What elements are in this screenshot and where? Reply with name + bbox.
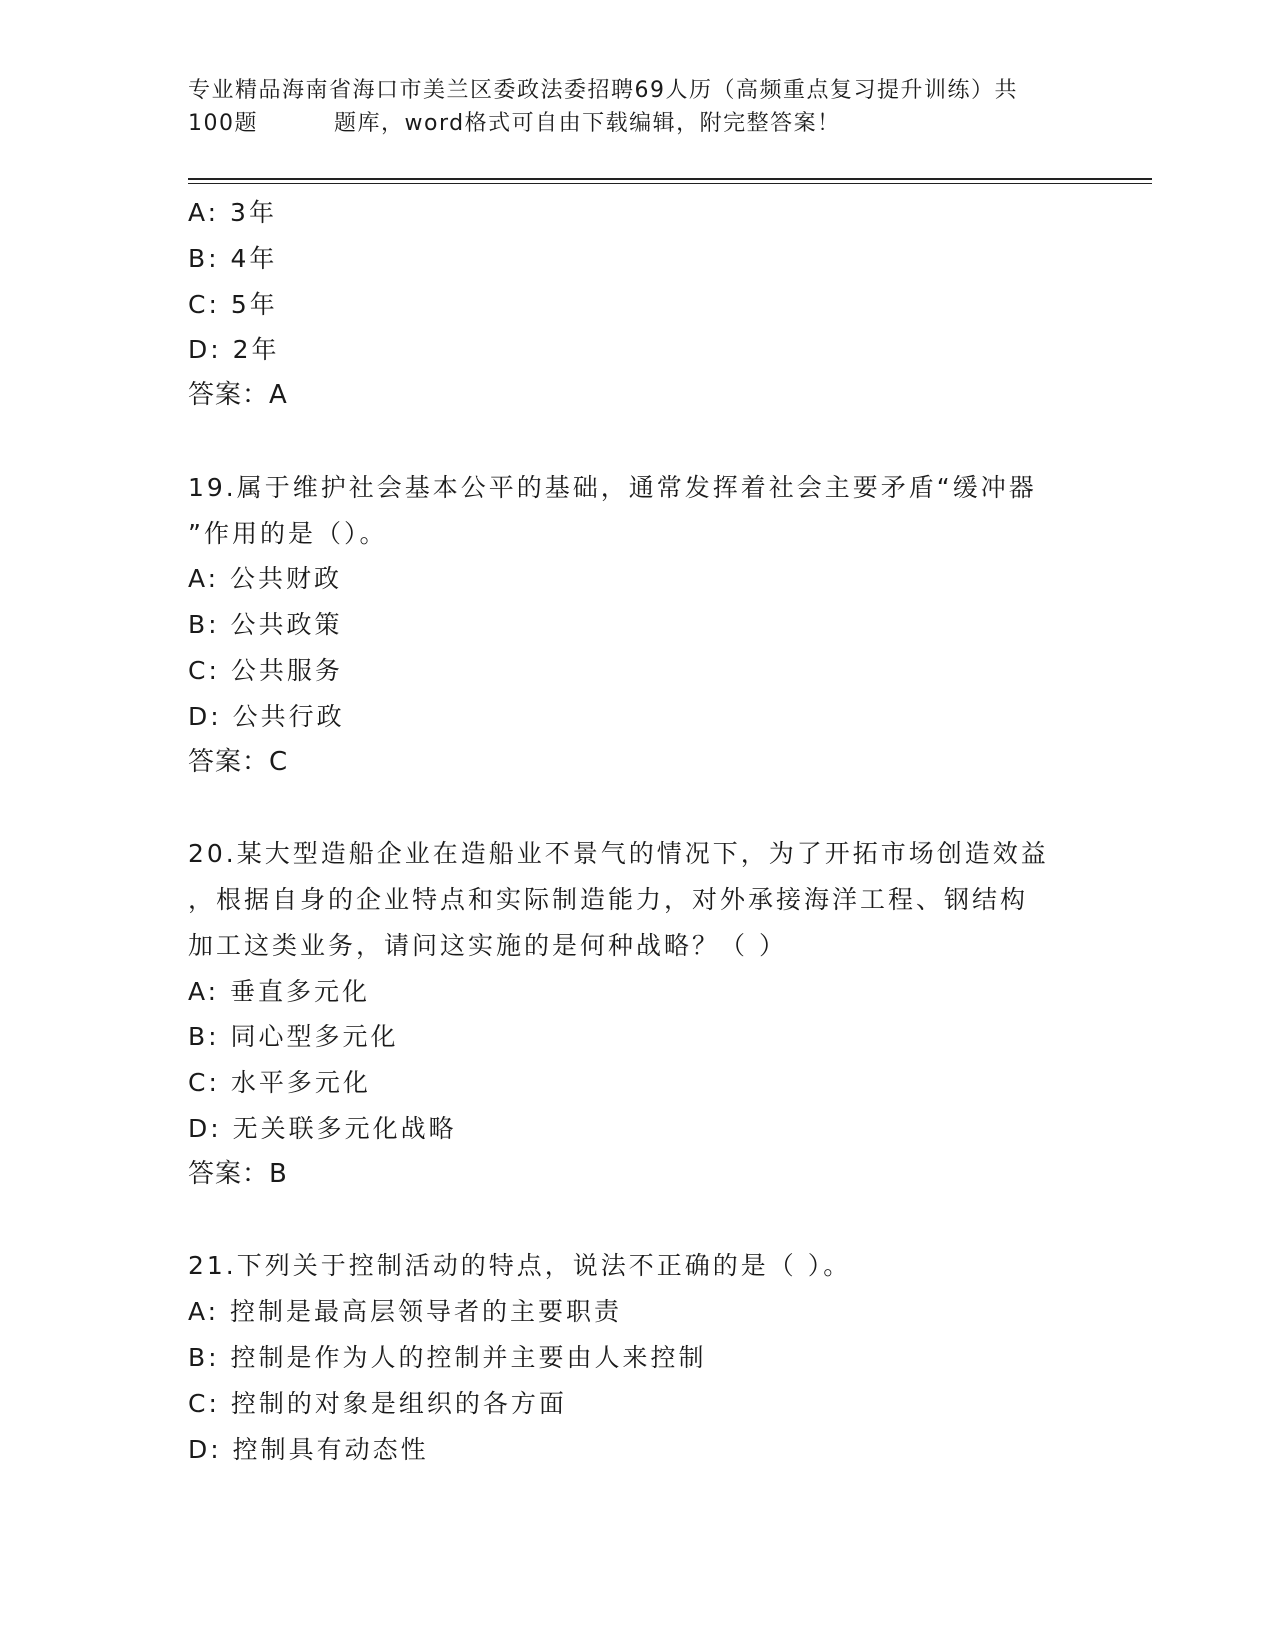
option-c: C: 公共服务: [188, 655, 343, 685]
option-d: D: 无关联多元化战略: [188, 1113, 457, 1143]
question-content: [188, 190, 1088, 1472]
header-title-line2: [188, 107, 1088, 140]
option-c: C: 5年: [188, 289, 278, 319]
answer-text: 答案：A: [188, 380, 288, 411]
question-20: [188, 831, 1088, 1197]
option-c: C: 水平多元化: [188, 1068, 371, 1098]
option-a: A: 垂直多元化: [188, 976, 371, 1006]
header-rule-thick: [188, 178, 1152, 180]
option-b: B: 公共政策: [188, 610, 343, 640]
question-19: [188, 465, 1088, 786]
option-a: A: 3年: [188, 198, 277, 227]
header-description: 题库，word格式可自由下载编辑，附完整答案！: [334, 111, 841, 136]
option-d: D: 控制具有动态性: [188, 1434, 429, 1464]
answer-text: 答案：B: [188, 1158, 288, 1189]
option-b: B: 4年: [188, 243, 278, 273]
question-stem: 20.某大型造船企业在造船业不景气的情况下，为了开拓市场创造效益: [188, 839, 1049, 869]
option-b: B: 控制是作为人的控制并主要由人来控制: [188, 1342, 707, 1372]
option-a: A: 控制是最高层领导者的主要职责: [188, 1297, 623, 1327]
question-stem: 加工这类业务，请问这实施的是何种战略？（ ）: [188, 930, 787, 960]
question-18: [188, 190, 1088, 419]
question-stem: ，根据自身的企业特点和实际制造能力，对外承接海洋工程、钢结构: [188, 884, 1029, 914]
option-d: D: 公共行政: [188, 701, 345, 731]
header-title-line1: 专业精品海南省海口市美兰区委政法委招聘69人历（高频重点复习提升训练）共: [188, 78, 1018, 103]
option-d: D: 2年: [188, 335, 280, 365]
option-b: B: 同心型多元化: [188, 1022, 399, 1052]
option-a: A: 公共财政: [188, 564, 343, 594]
header-rule-thin: [188, 183, 1152, 184]
question-21: [188, 1243, 1088, 1472]
question-stem: 19.属于维护社会基本公平的基础，通常发挥着社会主要矛盾“缓冲器: [188, 472, 1037, 502]
question-stem: 21.下列关于控制活动的特点，说法不正确的是（ ）。: [188, 1251, 852, 1281]
question-stem: ”作用的是（）。: [188, 518, 388, 548]
document-header: [188, 74, 1088, 140]
answer-text: 答案：C: [188, 746, 289, 777]
header-count: 100题: [188, 111, 258, 136]
option-c: C: 控制的对象是组织的各方面: [188, 1388, 567, 1418]
